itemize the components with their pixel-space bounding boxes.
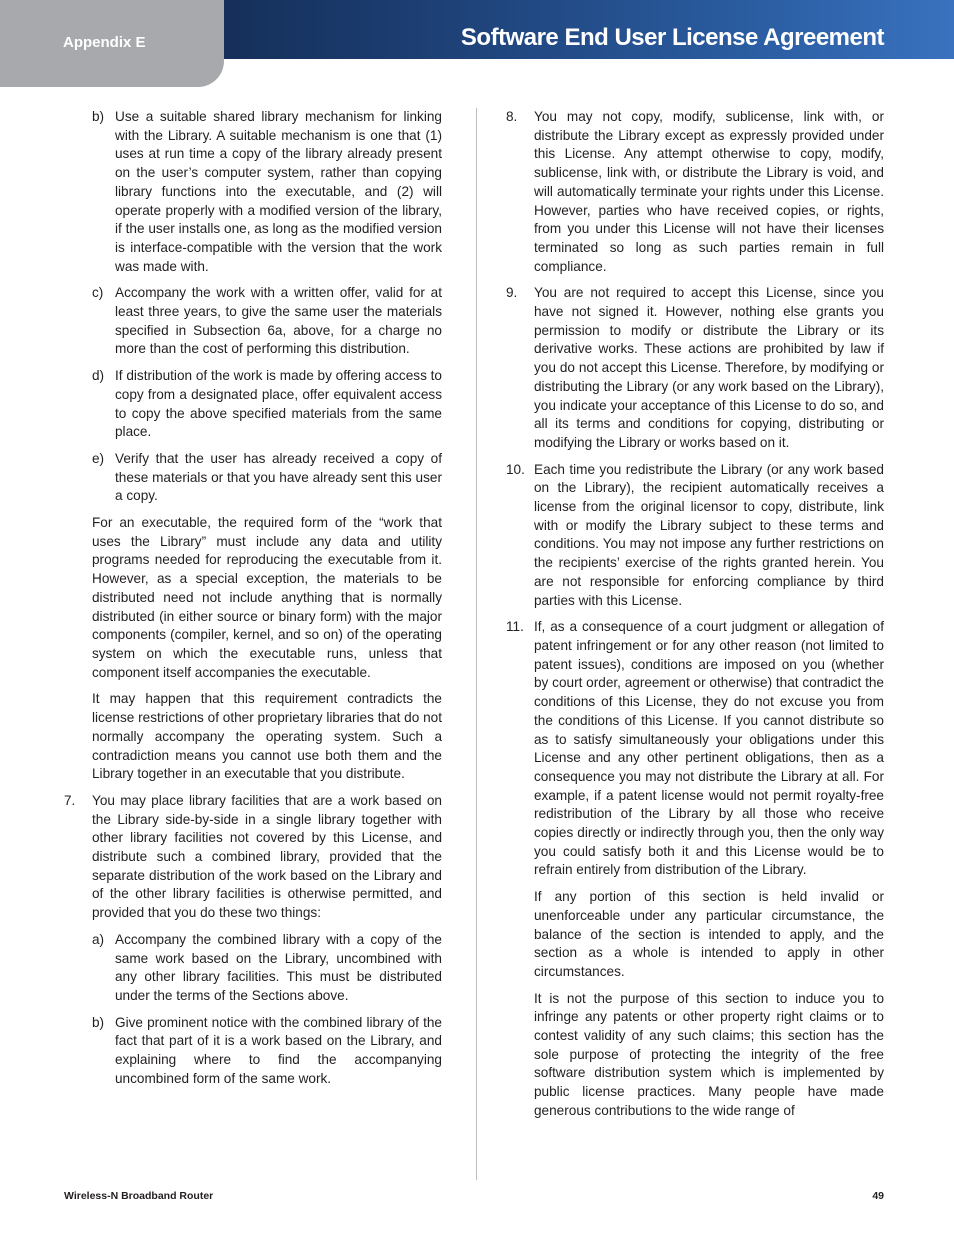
list-marker: 7. [64, 792, 76, 808]
list-item [64, 931, 442, 1006]
list-item [64, 792, 442, 923]
list-marker: 11. [506, 619, 524, 635]
list-marker: b) [92, 1014, 105, 1030]
list-item [506, 284, 884, 452]
right-column [506, 108, 884, 1129]
left-column [64, 108, 442, 1096]
list-item [506, 108, 884, 276]
list-item-text: If, as a consequence of a court judgment or allegation of patent infringement or for any other reason (not limited to patent issues), conditions are imposed on you (whether by court order, agreement or otherwise) that contradict the conditions of this License, they do not excuse you from the conditions of this License. If you cannot distribute so as to satisfy simultaneously your obligations under this License and any other pertinent obligations, then as a consequence you may not distribute the Library at all. For example, if a patent license would not permit royalty-free redistribution of the Library by all those who receive copies directly or indirectly through you, then the only way you could satisfy both it and this License would be to refrain entirely from distribution of the Library. [534, 619, 884, 878]
paragraph: It may happen that this requirement contradicts the license restrictions of other proprietary libraries that do not normally accompany the operating system. Such a contradiction means you cannot use both them and the Library together in an executable that you distribute. [92, 691, 442, 782]
appendix-tab [0, 0, 224, 87]
list-marker: b) [92, 109, 105, 124]
list-item-text: Accompany the work with a written offer, valid for at least three years, to give the same user the materials specified in Subsection 6a, above, for a charge no more than the cost of performing this distribution. [115, 285, 442, 357]
paragraph: If any portion of this section is held invalid or unenforceable under any particular circumstance, the balance of the section is intended to apply, and the section as a whole is intended to apply in other circumstances. [534, 889, 884, 979]
list-item-text: You may place library facilities that are a work based on the Library side-by-side in a single library together with other library facilities not covered by this License, and distribute such a combined library, provided that the separate distribution of the work based on the Library and of the other library facilities is otherwise permitted, and provided that you do these two things: [92, 792, 442, 921]
list-item-text: Give prominent notice with the combined library of the fact that part of it is a work based on the Library, and explaining where to find the accompanying uncombined form of the same work. [115, 1014, 442, 1086]
list-item-text: You are not required to accept this License, since you have not signed it. However, nothing else grants you permission to modify or distribute the Library or its derivative works. These actions are prohibited by law if you do not accept this License. Therefore, by modifying or distributing the Library (or any work based on the Library), you indicate your acceptance of this License to do so, and all its terms and conditions for copying, distributing or modifying the Library or works based on it. [534, 285, 884, 450]
list-item [506, 461, 884, 611]
list-item-text: Each time you redistribute the Library (or any work based on the Library), the recipient automatically receives a license from the original licensor to copy, distribute, link with or modify the Library subject to these terms and conditions. You may not impose any further restrictions on the recipients’ exercise of the rights granted herein. You are not responsible for enforcing compliance by third parties with this License. [534, 461, 884, 608]
list-item-text: You may not copy, modify, sublicense, link with, or distribute the Library except as expressly provided under this License. Any attempt otherwise to copy, modify, sublicense, link with, or distribute the Library is void, and will automatically terminate your rights under this License. However, parties who have received copies, or rights, from you under this License will not have their licenses terminated so long as such parties remain in full compliance. [534, 109, 884, 274]
list-item [64, 450, 442, 506]
list-marker: 10. [506, 461, 525, 477]
list-marker: c) [92, 285, 104, 301]
list-item [64, 367, 442, 442]
footer-product-name: Wireless-N Broadband Router [64, 1190, 214, 1202]
paragraph: For an executable, the required form of the “work that uses the Library” must include any data and utility programs needed for reproducing the executable from it. However, as a special exception, the materials to be distributed need not include anything that is normally distributed (in either source or binary form) with the major components (compiler, kernel, and so on) of the operating system on which the executable runs, unless that component itself accompanies the executable. [92, 515, 442, 680]
page-title: Software End User License Agreement [460, 24, 884, 51]
list-item-text: If distribution of the work is made by offering access to copy from a designated place, offer equivalent access to copy the above specified materials from the same place. [115, 368, 442, 440]
list-item [64, 284, 442, 359]
list-marker: e) [92, 450, 105, 466]
appendix-label: Appendix E [63, 34, 146, 51]
paragraph: It is not the purpose of this section to induce you to infringe any patents or other property right claims or to contest validity of any such claims; this section has the sole purpose of protecting the integrity of the free software distribution system which is implemented by public license practices. Many people have made generous contributions to the wide range of [534, 990, 884, 1118]
list-marker: 9. [506, 285, 518, 301]
list-item-text: Verify that the user has already received a copy of these materials or that you have already sent this user a copy. [115, 450, 442, 504]
list-marker: a) [92, 931, 105, 947]
list-item [64, 1014, 442, 1089]
list-item [64, 108, 442, 276]
list-marker: d) [92, 368, 105, 384]
column-divider [476, 108, 477, 1180]
list-item-text: Use a suitable shared library mechanism for linking with the Library. A suitable mechanism is one that (1) uses at run time a copy of the library already present on the user’s computer system, rather than copying library functions into the executable, and (2) will operate properly with a modified version of the library, if the user installs one, as long as the modified version is interface-compatible with the version that the work was made with. [115, 109, 442, 274]
list-item [506, 618, 884, 880]
list-item-text: Accompany the combined library with a copy of the same work based on the Library, uncombined with any other library facilities. This must be distributed under the terms of the Sections above. [115, 931, 442, 1003]
page-number: 49 [872, 1190, 884, 1202]
list-marker: 8. [506, 109, 518, 124]
